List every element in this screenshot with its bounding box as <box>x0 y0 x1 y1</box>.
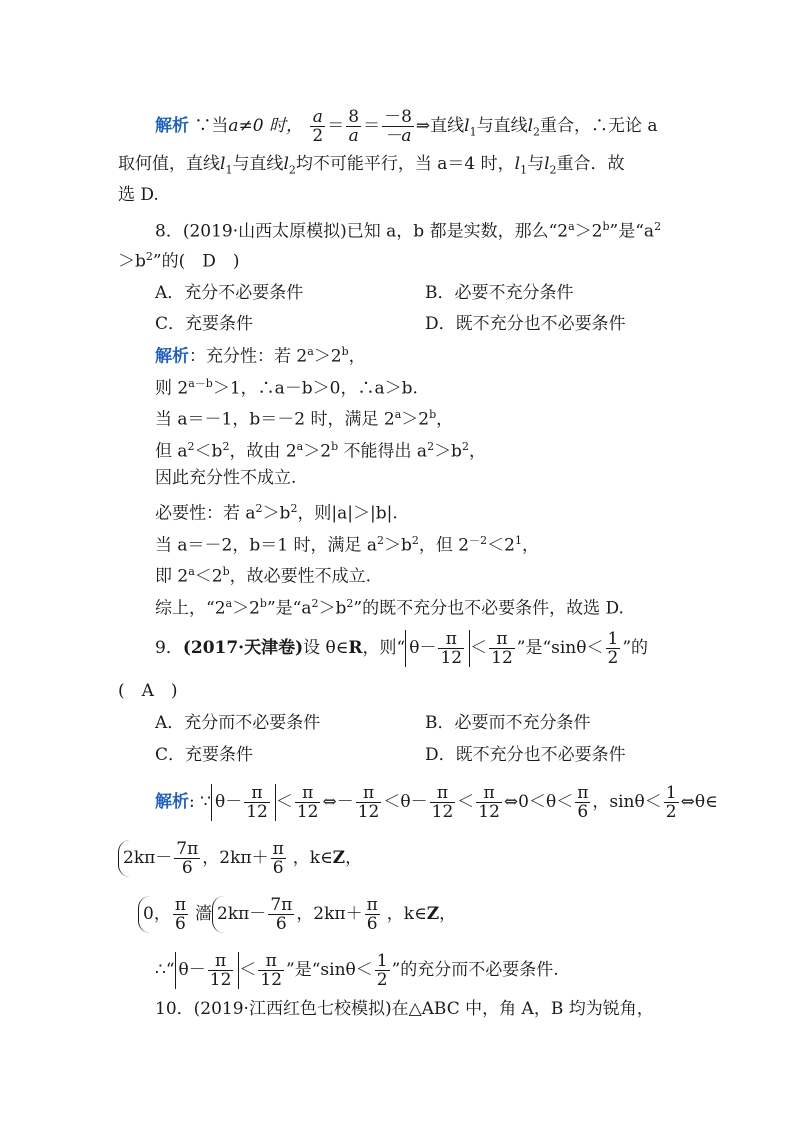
text: b <box>429 408 437 421</box>
text: l <box>283 154 289 174</box>
text: a <box>225 597 233 610</box>
text: 在△ABC 中，角 A，B 均为锐角， <box>391 999 654 1019</box>
text: Z <box>332 848 346 868</box>
text: 综上，“2 <box>155 598 226 619</box>
text: ⇔－ <box>322 792 354 812</box>
text: ＞b <box>262 503 291 524</box>
text: ，则|a|＞|b|. <box>297 503 398 524</box>
text: 2 <box>411 534 419 547</box>
text: ”的既不充分也不必要条件，故选 D. <box>353 598 624 619</box>
q9-analysis-2 <box>118 840 362 877</box>
question-10 <box>155 998 654 1020</box>
text: 濇 <box>195 904 213 924</box>
text: ， <box>521 535 539 556</box>
text: ”是“sinθ＜ <box>286 960 373 980</box>
text: ：充分性：若 2 <box>189 346 308 367</box>
fraction: $\frac{\pi}{12}$ <box>431 783 454 822</box>
analysis-label: 解析 <box>155 116 189 136</box>
text: 当 a＝－2，b＝1 时，满足 a <box>155 535 377 556</box>
q8-analysis-1 <box>155 341 366 368</box>
text: 2 <box>377 534 384 547</box>
text: ”的充分而不必要条件. <box>391 960 559 980</box>
text: 1 <box>225 163 233 177</box>
fraction: $\frac{-8}{-a}$ <box>384 107 412 146</box>
text: Z <box>426 904 440 924</box>
text: 因此充分性不成立. <box>155 468 297 488</box>
text: 2 <box>288 163 296 177</box>
q8-option-b: B．必要不充分条件 <box>425 283 574 303</box>
text: l <box>514 154 521 174</box>
q8-analysis-6 <box>155 498 398 525</box>
text: ， <box>468 441 486 462</box>
analysis-label: 解析 <box>155 346 189 367</box>
text: a <box>307 345 314 358</box>
text: ”是“a <box>609 221 655 242</box>
text: ⇒直线 <box>415 116 465 136</box>
text: b <box>341 345 349 358</box>
text: 2 <box>533 125 541 139</box>
question-source: (2017·天津卷) <box>182 638 304 658</box>
text: a <box>568 220 575 233</box>
text: －2 <box>469 534 488 547</box>
text: ＜ <box>457 792 475 812</box>
text: 已知 a，b 都是实数，那么“2 <box>346 221 569 242</box>
text: 2 <box>346 597 354 610</box>
text: 重合．故 <box>556 154 625 174</box>
text: ＞2 <box>574 221 603 242</box>
text: ，但 2 <box>418 535 470 556</box>
text: ∴“ <box>155 960 175 980</box>
text: l <box>464 116 470 136</box>
q9-option-d: D．既不充分也不必要条件 <box>425 745 626 765</box>
q8-option-d: D．既不充分也不必要条件 <box>425 314 626 334</box>
text: ，故必要性不成立. <box>229 566 372 587</box>
interval: 2kπ－ $\frac{7\pi}{6}$ ，2kπ＋ $\frac{\pi}{6}$ <box>212 896 382 933</box>
text: ， <box>439 904 457 924</box>
text: ＞2 <box>303 441 332 462</box>
text: ＞1，∴a－b＞0，∴a＞b. <box>212 378 418 399</box>
absolute-value: θ－ $\frac{\pi}{12}$ <box>211 784 276 821</box>
fraction: $\frac{\pi}{12}$ <box>491 629 513 668</box>
text: 2 <box>222 440 230 453</box>
text: ＝ <box>327 116 345 136</box>
q8-analysis-4 <box>155 436 486 463</box>
q8-analysis-2 <box>155 373 418 400</box>
text: 与 <box>527 154 545 174</box>
q8-analysis-9 <box>155 593 624 620</box>
text: ⇔0＜θ＜ <box>503 792 574 812</box>
fraction: $\frac{\pi}{12}$ <box>296 783 319 822</box>
text: 则 2 <box>155 378 189 399</box>
fraction: $\frac{1}{2}$ <box>376 951 388 990</box>
text: ＞b <box>318 598 347 619</box>
interval: 2kπ－ $\frac{7\pi}{6}$ ，2kπ＋ $\frac{\pi}{6}$ <box>118 840 288 877</box>
text: ＝ <box>363 116 381 136</box>
text: 2 <box>427 440 435 453</box>
question-9-line-2 <box>118 680 178 702</box>
analysis-line-3 <box>118 184 159 206</box>
text: 2 <box>187 440 195 453</box>
text: 2 <box>461 440 469 453</box>
text: a <box>394 408 402 421</box>
analysis-line-1 <box>155 108 658 145</box>
fraction: $\frac{\pi}{12}$ <box>260 951 283 990</box>
text: ，sinθ＜ <box>592 792 662 812</box>
text: ＞2 <box>401 409 430 430</box>
text: ＜2 <box>194 566 223 587</box>
q8-analysis-7 <box>155 530 539 557</box>
text: ， <box>436 409 454 430</box>
text: b <box>259 597 267 610</box>
text: 2 <box>654 220 662 233</box>
q9-option-c: C．充要条件 <box>155 745 254 765</box>
q9-analysis-4 <box>155 952 559 989</box>
text: 必要性：若 a <box>155 503 256 524</box>
text: ∵当 <box>194 116 229 136</box>
question-number: 10． <box>155 999 194 1019</box>
fraction: $\frac{a}{2}$ <box>312 107 324 146</box>
question-source: (2019·山西太原模拟) <box>182 221 347 242</box>
text: a <box>188 565 195 578</box>
text: ，则“ <box>362 638 406 658</box>
text: 2 <box>145 250 153 263</box>
text: ， <box>345 848 363 868</box>
text: l <box>527 116 534 136</box>
question-8 <box>155 216 661 243</box>
fraction: $\frac{\pi}{12}$ <box>478 783 500 822</box>
q9-option-a: A．充分而不必要条件 <box>155 713 321 733</box>
text: b <box>602 220 610 233</box>
text: 1 <box>520 163 528 177</box>
text: 2 <box>311 597 319 610</box>
analysis-label: 解析 <box>155 792 189 812</box>
text: 设 θ∈ <box>303 638 349 658</box>
absolute-value: θ－ $\frac{\pi}{12}$ <box>405 630 470 667</box>
text: 不能得出 a <box>338 441 428 462</box>
fraction: $\frac{\pi}{6}$ <box>577 783 589 822</box>
text: ⇔θ∈ <box>680 792 718 812</box>
text: ＞2 <box>232 598 260 619</box>
text: ＞b <box>434 441 462 462</box>
question-source: (2019·江西红色七校模拟) <box>193 999 392 1019</box>
text: ”是“sinθ＜ <box>516 638 604 658</box>
text: 选 D. <box>118 185 159 205</box>
text: ＞b <box>118 251 146 272</box>
text: l <box>544 154 550 174</box>
text: ＜ <box>275 792 293 812</box>
q9-analysis-1 <box>155 784 718 821</box>
text: 取何值，直线 <box>118 154 220 174</box>
q9-option-b: B．必要而不充分条件 <box>425 713 591 733</box>
text: ，k∈ <box>386 904 427 924</box>
text: b <box>331 440 339 453</box>
text: ＞2 <box>313 346 342 367</box>
text: 即 2 <box>155 566 189 587</box>
q8-option-a: A．充分不必要条件 <box>155 283 304 303</box>
q8-analysis-3 <box>155 404 453 431</box>
text: ＜ <box>239 960 257 980</box>
question-8-line-2 <box>118 246 239 273</box>
text: ＜2 <box>487 535 515 556</box>
q8-analysis-8 <box>155 561 371 588</box>
text: ＜θ－ <box>383 792 428 812</box>
q8-option-c: C．充要条件 <box>155 314 254 334</box>
fraction: $\frac{\pi}{12}$ <box>357 783 380 822</box>
q8-analysis-5 <box>155 467 296 489</box>
question-number: 8． <box>155 221 183 242</box>
fraction: $\frac{8}{a}$ <box>348 107 360 146</box>
text: R <box>348 638 363 658</box>
text: 但 a <box>155 441 188 462</box>
text: ”的( D ) <box>152 251 240 272</box>
fraction: $\frac{1}{2}$ <box>607 629 619 668</box>
text: ＜ <box>470 638 488 658</box>
text: 与直线 <box>476 116 528 136</box>
text: 当 a＝－1，b＝－2 时，满足 2 <box>155 409 395 430</box>
question-9 <box>155 630 648 667</box>
text: a－b <box>188 377 213 390</box>
text: ( A ) <box>118 681 178 701</box>
text: 2 <box>549 163 557 177</box>
text: a <box>296 440 304 453</box>
interval: 0， $\frac{\pi}{6}$ <box>138 896 190 933</box>
text: 2 <box>255 502 263 515</box>
text: ＜b <box>194 441 223 462</box>
text: ，故由 2 <box>229 441 297 462</box>
text: : ∵ <box>189 792 211 812</box>
text: b <box>222 565 230 578</box>
text: 均不可能平行，当 a＝4 时， <box>295 154 515 174</box>
question-number: 9． <box>155 638 183 658</box>
text: l <box>220 154 226 174</box>
text: a≠0 时， <box>228 116 304 136</box>
absolute-value: θ－ $\frac{\pi}{12}$ <box>175 952 240 989</box>
text: ＞b <box>384 535 412 556</box>
text: 1 <box>514 534 522 547</box>
q9-analysis-3 <box>138 896 456 933</box>
text: ，k∈ <box>292 848 333 868</box>
text: ”的 <box>622 638 649 658</box>
fraction: $\frac{1}{2}$ <box>665 783 677 822</box>
text: 1 <box>469 125 477 139</box>
text: 2 <box>290 502 298 515</box>
analysis-line-2 <box>118 153 625 181</box>
text: ， <box>348 346 366 367</box>
text: ”是“a <box>266 598 312 619</box>
text: 与直线 <box>232 154 284 174</box>
text: 重合，∴无论 a <box>540 116 658 136</box>
